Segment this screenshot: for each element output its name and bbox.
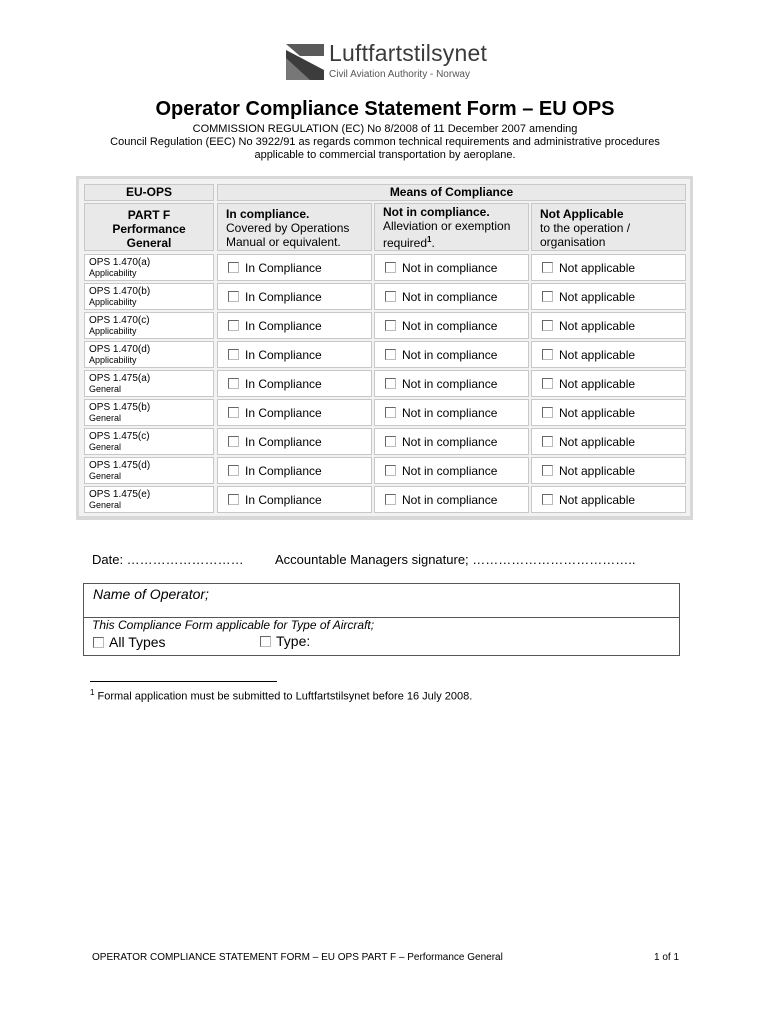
checkbox-icon[interactable]: [385, 291, 396, 302]
ops-group: Applicability: [89, 355, 137, 365]
ops-code: OPS 1.475(c): [89, 431, 150, 442]
ops-code-cell: [84, 341, 214, 368]
ops-code-cell: [84, 283, 214, 310]
means-of-compliance-header: Means of Compliance: [217, 184, 686, 201]
not-applicable-option[interactable]: [531, 486, 686, 513]
not-in-compliance-option[interactable]: [374, 370, 529, 397]
footnote-text: Formal application must be submitted to Luftfartstilsynet before 16 July 2008.: [94, 690, 473, 703]
checkbox-icon[interactable]: [385, 436, 396, 447]
regulation-line-1: COMMISSION REGULATION (EC) No 8/2008 of 11 December 2007 amending: [192, 123, 578, 135]
checkbox-icon[interactable]: [542, 494, 553, 505]
ops-code-cell: [84, 254, 214, 281]
checkbox-icon[interactable]: [542, 465, 553, 476]
part-line-1: PART F: [127, 208, 171, 222]
part-header: [84, 203, 214, 251]
logo-name: Luftfartstilsynet: [329, 40, 488, 66]
ops-code: OPS 1.475(a): [89, 373, 151, 384]
in-compliance-label: In Compliance: [245, 493, 322, 507]
ops-code-cell: [84, 312, 214, 339]
logo-subtitle: Civil Aviation Authority - Norway: [329, 69, 470, 80]
regulation-text: [60, 123, 710, 162]
not-in-compliance-label: Not in compliance: [402, 377, 498, 391]
ops-group: General: [89, 471, 122, 481]
type-option[interactable]: [260, 633, 310, 649]
type-label: Type:: [276, 633, 311, 649]
in-compliance-label: In Compliance: [245, 406, 322, 420]
not-applicable-option[interactable]: [531, 312, 686, 339]
ops-code-cell: [84, 486, 214, 513]
not-applicable-label: Not applicable: [559, 493, 636, 507]
ops-code-cell: [84, 428, 214, 455]
not-in-compliance-option[interactable]: [374, 428, 529, 455]
aircraft-type-label: This Compliance Form applicable for Type of Aircraft;: [92, 618, 375, 632]
ops-group: Applicability: [89, 297, 137, 307]
checkbox-icon[interactable]: [228, 349, 239, 360]
checkbox-icon[interactable]: [228, 494, 239, 505]
checkbox-icon[interactable]: [228, 465, 239, 476]
in-compliance-option[interactable]: [217, 486, 372, 513]
compliance-column-line-1: Covered by Operations: [226, 221, 350, 235]
eu-ops-header: EU-OPS: [84, 184, 214, 201]
ops-code-cell: [84, 399, 214, 426]
in-compliance-option[interactable]: [217, 399, 372, 426]
footnote: [90, 688, 472, 703]
not-in-compliance-label: Not in compliance: [402, 319, 498, 333]
compliance-table: [76, 176, 693, 520]
all-types-option[interactable]: [93, 634, 166, 650]
not-in-compliance-label: Not in compliance: [402, 406, 498, 420]
compliance-table-body: [79, 179, 690, 516]
not-in-compliance-option[interactable]: [374, 254, 529, 281]
ops-code: OPS 1.475(b): [89, 402, 151, 413]
checkbox-icon[interactable]: [385, 262, 396, 273]
ops-code-cell: [84, 457, 214, 484]
not-applicable-option[interactable]: [531, 370, 686, 397]
operator-name-label: Name of Operator;: [93, 586, 209, 602]
aircraft-type-box: [83, 617, 680, 656]
not-applicable-label: Not applicable: [559, 319, 636, 333]
ops-code-cell: [84, 370, 214, 397]
not-applicable-option[interactable]: [531, 457, 686, 484]
not-compliance-column-header: [374, 203, 529, 251]
in-compliance-label: In Compliance: [245, 348, 322, 362]
authority-logo: [286, 40, 496, 84]
compliance-column-header: [217, 203, 372, 251]
checkbox-icon[interactable]: [385, 494, 396, 505]
checkbox-icon[interactable]: [260, 636, 271, 647]
in-compliance-label: In Compliance: [245, 377, 322, 391]
not-applicable-label: Not applicable: [559, 377, 636, 391]
not-applicable-label: Not applicable: [559, 261, 636, 275]
in-compliance-option[interactable]: [217, 312, 372, 339]
in-compliance-option[interactable]: [217, 457, 372, 484]
footnote-ref: 1: [427, 235, 432, 244]
in-compliance-option[interactable]: [217, 428, 372, 455]
not-applicable-label: Not applicable: [559, 406, 636, 420]
checkbox-icon[interactable]: [385, 378, 396, 389]
not-applicable-option[interactable]: [531, 399, 686, 426]
checkbox-icon[interactable]: [385, 349, 396, 360]
not-in-compliance-label: Not in compliance: [402, 348, 498, 362]
all-types-label: All Types: [109, 634, 166, 650]
not-applicable-label: Not applicable: [559, 464, 636, 478]
not-applicable-label: Not applicable: [559, 290, 636, 304]
not-in-compliance-label: Not in compliance: [402, 435, 498, 449]
checkbox-icon[interactable]: [542, 349, 553, 360]
checkbox-icon[interactable]: [228, 320, 239, 331]
operator-name-box[interactable]: [83, 583, 680, 618]
aircraft-tail-logo-icon: [286, 44, 324, 80]
signature-field[interactable]: Accountable Managers signature; ………………………………..: [275, 552, 636, 567]
checkbox-icon[interactable]: [542, 320, 553, 331]
checkbox-icon[interactable]: [228, 436, 239, 447]
ops-code: OPS 1.470(b): [89, 286, 151, 297]
not-applicable-column-header: [531, 203, 686, 251]
footnote-mark: 1: [90, 688, 95, 697]
not-applicable-label: Not applicable: [559, 435, 636, 449]
checkbox-icon[interactable]: [542, 407, 553, 418]
not-compliance-column-line-2: [383, 233, 528, 250]
ops-group: General: [89, 500, 122, 510]
footnote-divider: [90, 681, 277, 682]
not-applicable-option[interactable]: [531, 254, 686, 281]
ops-code: OPS 1.470(a): [89, 257, 151, 268]
not-applicable-column-title: Not Applicable: [540, 207, 624, 221]
checkbox-icon[interactable]: [93, 637, 104, 648]
page-number: 1 of 1: [654, 952, 680, 963]
ops-group: General: [89, 384, 122, 394]
ops-group: General: [89, 413, 122, 423]
ops-code: OPS 1.470(d): [89, 344, 151, 355]
not-in-compliance-option[interactable]: [374, 283, 529, 310]
checkbox-icon[interactable]: [385, 320, 396, 331]
in-compliance-option[interactable]: [217, 254, 372, 281]
part-line-2: Performance: [112, 222, 186, 236]
not-applicable-option[interactable]: [531, 341, 686, 368]
ops-code: OPS 1.475(e): [89, 489, 151, 500]
in-compliance-label: In Compliance: [245, 319, 322, 333]
checkbox-icon[interactable]: [542, 378, 553, 389]
in-compliance-label: In Compliance: [245, 464, 322, 478]
footer-title: OPERATOR COMPLIANCE STATEMENT FORM – EU OPS PART F – Performance General: [92, 952, 503, 963]
checkbox-icon[interactable]: [228, 262, 239, 273]
checkbox-icon[interactable]: [228, 291, 239, 302]
not-applicable-column-line-1: to the operation /: [540, 221, 631, 235]
ops-group: General: [89, 442, 122, 452]
checkbox-icon[interactable]: [385, 465, 396, 476]
checkbox-icon[interactable]: [228, 407, 239, 418]
checkbox-icon[interactable]: [385, 407, 396, 418]
in-compliance-label: In Compliance: [245, 290, 322, 304]
date-field[interactable]: Date: ………………………: [92, 552, 244, 567]
not-in-compliance-label: Not in compliance: [402, 464, 498, 478]
not-in-compliance-option[interactable]: [374, 486, 529, 513]
not-in-compliance-label: Not in compliance: [402, 493, 498, 507]
not-in-compliance-option[interactable]: [374, 312, 529, 339]
not-applicable-option[interactable]: [531, 283, 686, 310]
page-title: Operator Compliance Statement Form – EU OPS: [155, 98, 615, 120]
in-compliance-label: In Compliance: [245, 261, 322, 275]
not-in-compliance-option[interactable]: [374, 399, 529, 426]
regulation-line-3: applicable to commercial transportation by aeroplane.: [254, 149, 516, 161]
checkbox-icon[interactable]: [542, 262, 553, 273]
ops-code: OPS 1.470(c): [89, 315, 150, 326]
not-applicable-column-line-2: organisation: [540, 235, 606, 249]
not-in-compliance-option[interactable]: [374, 341, 529, 368]
required-text: required: [383, 236, 428, 250]
not-compliance-column-line-1: Alleviation or exemption: [383, 219, 511, 233]
not-compliance-column-title: Not in compliance.: [383, 205, 490, 219]
part-line-3: General: [126, 236, 172, 250]
compliance-column-title: In compliance.: [226, 207, 310, 221]
in-compliance-option[interactable]: [217, 370, 372, 397]
ops-code: OPS 1.475(d): [89, 460, 151, 471]
in-compliance-option[interactable]: [217, 283, 372, 310]
checkbox-icon[interactable]: [228, 378, 239, 389]
not-in-compliance-label: Not in compliance: [402, 261, 498, 275]
ops-group: Applicability: [89, 326, 137, 336]
not-in-compliance-option[interactable]: [374, 457, 529, 484]
not-in-compliance-label: Not in compliance: [402, 290, 498, 304]
regulation-line-2: Council Regulation (EEC) No 3922/91 as regards common technical requirements and administrative procedures: [110, 136, 660, 148]
checkbox-icon[interactable]: [542, 436, 553, 447]
not-applicable-option[interactable]: [531, 428, 686, 455]
compliance-column-line-2: Manual or equivalent.: [226, 235, 341, 249]
in-compliance-label: In Compliance: [245, 435, 322, 449]
in-compliance-option[interactable]: [217, 341, 372, 368]
not-applicable-label: Not applicable: [559, 348, 636, 362]
checkbox-icon[interactable]: [542, 291, 553, 302]
ops-group: Applicability: [89, 268, 137, 278]
required-tail: .: [431, 236, 435, 250]
